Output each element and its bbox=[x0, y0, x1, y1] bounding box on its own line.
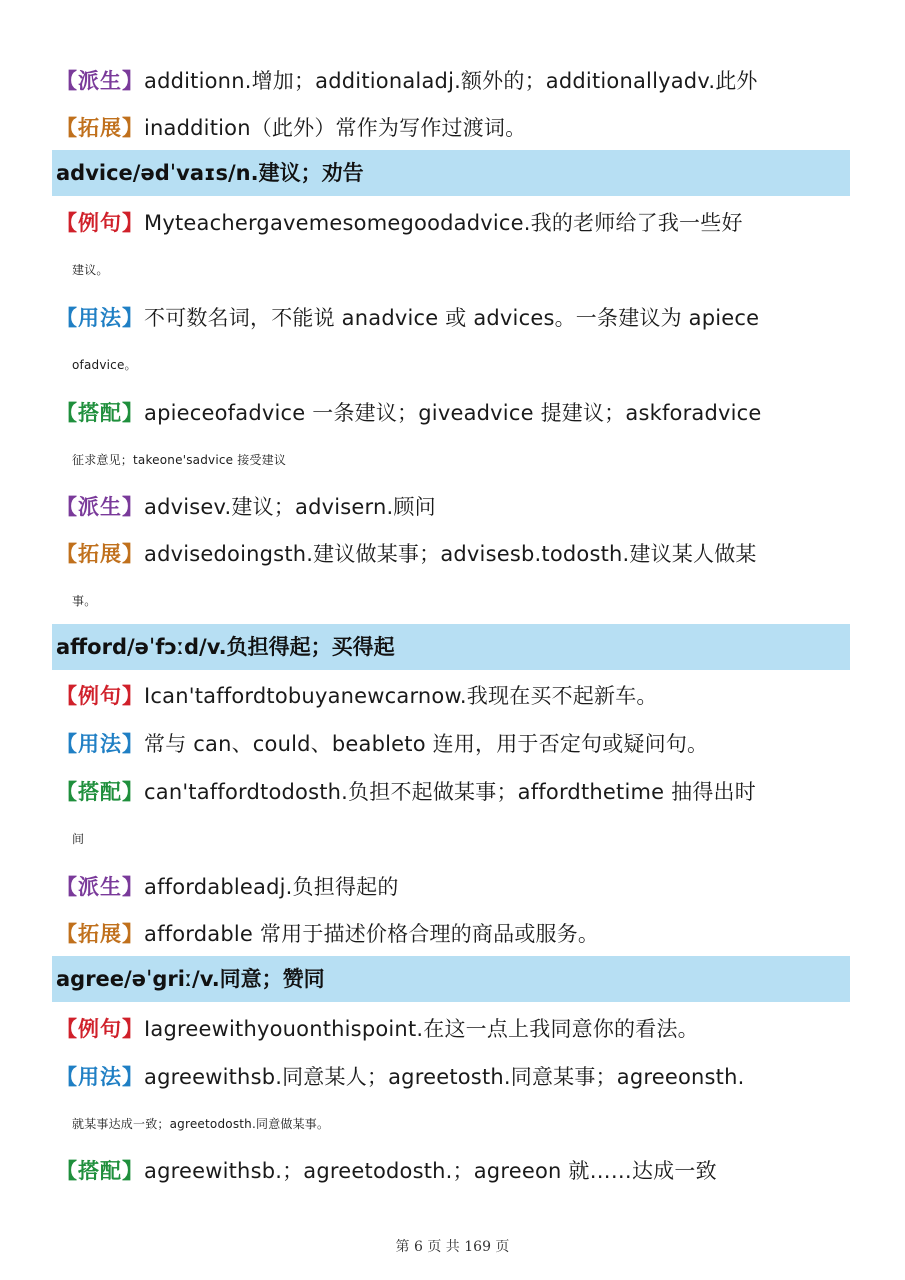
continuation-line bbox=[72, 255, 872, 285]
word-headword: agree/əˈgriː/v.同意；赞同 bbox=[56, 967, 325, 991]
collocation-tag: 【搭配】 bbox=[56, 401, 144, 425]
derivation-tag: 【派生】 bbox=[56, 495, 144, 519]
entry-text: affordable 常用于描述价格合理的商品或服务。 bbox=[144, 922, 600, 946]
extension-line bbox=[56, 919, 856, 949]
usage-tag: 【用法】 bbox=[56, 306, 144, 330]
usage-line bbox=[56, 729, 856, 759]
continuation-line bbox=[72, 1109, 872, 1139]
entry-text: advisedoingsth.建议做某事；advisesb.todosth.建议某人做某 bbox=[144, 542, 757, 566]
word-header-agree bbox=[52, 956, 850, 1002]
continuation-line bbox=[72, 586, 872, 616]
collocation-line bbox=[56, 398, 856, 428]
word-header-afford bbox=[52, 624, 850, 670]
derivation-line bbox=[56, 492, 856, 522]
entry-text: Myteachergavemesomegoodadvice.我的老师给了我一些好 bbox=[144, 211, 743, 235]
entry-text: 征求意见；takeone'sadvice 接受建议 bbox=[72, 453, 287, 467]
entry-text: advisev.建议；advisern.顾问 bbox=[144, 495, 436, 519]
derivation-tag: 【派生】 bbox=[56, 875, 144, 899]
entry-text: 常与 can、could、beableto 连用，用于否定句或疑问句。 bbox=[144, 732, 709, 756]
derivation-line bbox=[56, 872, 856, 902]
word-header-advice bbox=[52, 150, 850, 196]
example-line bbox=[56, 1014, 856, 1044]
continuation-line bbox=[72, 824, 872, 854]
entry-text: inaddition（此外）常作为写作过渡词。 bbox=[144, 116, 527, 140]
collocation-line bbox=[56, 777, 856, 807]
extension-line bbox=[56, 113, 856, 143]
usage-tag: 【用法】 bbox=[56, 732, 144, 756]
entry-text: 建议。 bbox=[72, 263, 109, 277]
collocation-line bbox=[56, 1156, 856, 1186]
entry-text: additionn.增加；additionaladj.额外的；additionallyadv.此外 bbox=[144, 69, 758, 93]
word-headword: afford/əˈfɔːd/v.负担得起；买得起 bbox=[56, 635, 395, 659]
example-tag: 【例句】 bbox=[56, 211, 144, 235]
entry-text: agreewithsb.同意某人；agreetosth.同意某事；agreeonsth. bbox=[144, 1065, 745, 1089]
entry-text: 就某事达成一致；agreetodosth.同意做某事。 bbox=[72, 1117, 330, 1131]
example-tag: 【例句】 bbox=[56, 684, 144, 708]
collocation-tag: 【搭配】 bbox=[56, 1159, 144, 1183]
example-line bbox=[56, 681, 856, 711]
extension-tag: 【拓展】 bbox=[56, 922, 144, 946]
extension-line bbox=[56, 539, 856, 569]
word-headword: advice/ədˈvaɪs/n.建议；劝告 bbox=[56, 161, 364, 185]
continuation-line bbox=[72, 350, 872, 380]
entry-text: 事。 bbox=[72, 594, 97, 608]
derivation-line bbox=[56, 66, 856, 96]
entry-text: affordableadj.负担得起的 bbox=[144, 875, 399, 899]
extension-tag: 【拓展】 bbox=[56, 542, 144, 566]
usage-tag: 【用法】 bbox=[56, 1065, 144, 1089]
usage-line bbox=[56, 303, 856, 333]
entry-text: 间 bbox=[72, 832, 85, 846]
entry-text: Iagreewithyouonthispoint.在这一点上我同意你的看法。 bbox=[144, 1017, 699, 1041]
entry-text: 不可数名词，不能说 anadvice 或 advices。一条建议为 apiece bbox=[144, 306, 760, 330]
entry-text: Ican'taffordtobuyanewcarnow.我现在买不起新车。 bbox=[144, 684, 658, 708]
example-tag: 【例句】 bbox=[56, 1017, 144, 1041]
derivation-tag: 【派生】 bbox=[56, 69, 144, 93]
page-footer: 第 6 页 共 169 页 bbox=[395, 1239, 510, 1255]
usage-line bbox=[56, 1062, 856, 1092]
entry-text: ofadvice。 bbox=[72, 358, 137, 372]
entry-text: apieceofadvice 一条建议；giveadvice 提建议；askforadvice bbox=[144, 401, 762, 425]
entry-text: agreewithsb.；agreetodosth.；agreeon 就……达成一致 bbox=[144, 1159, 717, 1183]
extension-tag: 【拓展】 bbox=[56, 116, 144, 140]
collocation-tag: 【搭配】 bbox=[56, 780, 144, 804]
continuation-line bbox=[72, 445, 872, 475]
entry-text: can'taffordtodosth.负担不起做某事；affordthetime 抽得出时 bbox=[144, 780, 756, 804]
example-line bbox=[56, 208, 856, 238]
